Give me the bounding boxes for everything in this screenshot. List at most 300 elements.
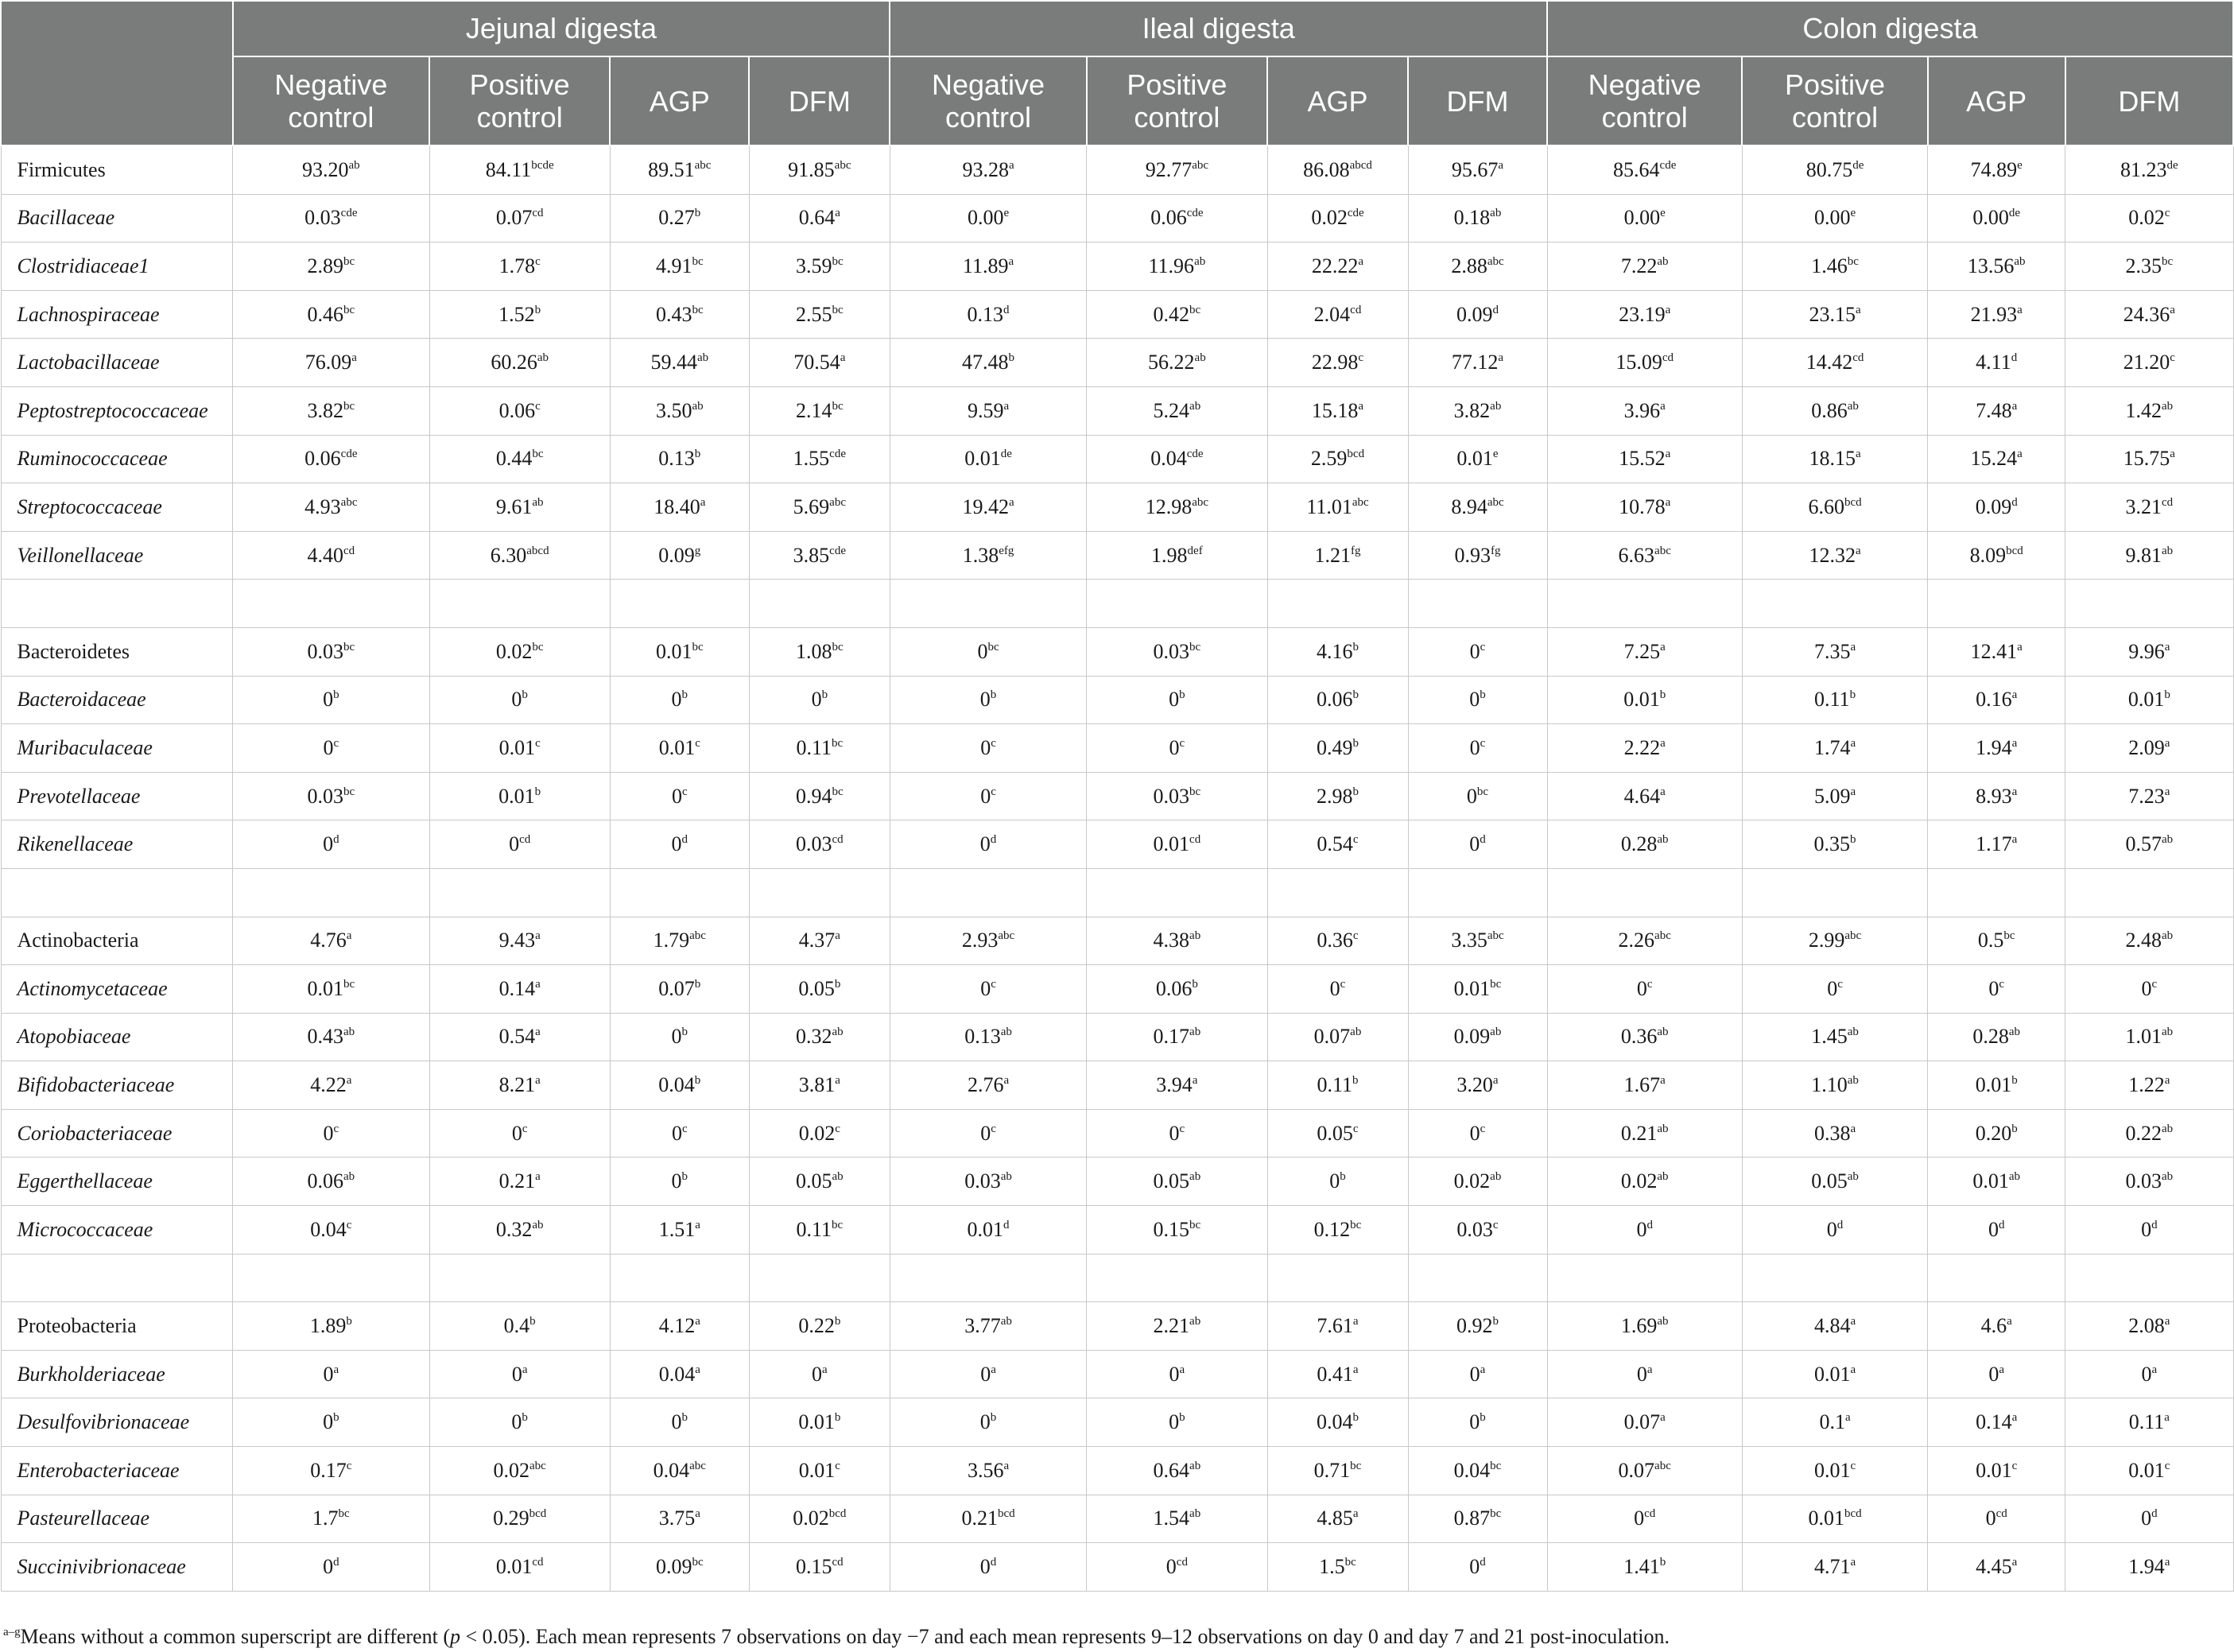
column-header: DFM <box>749 56 890 145</box>
cell-value: 0 <box>511 688 522 712</box>
cell-superscript: a <box>2011 1556 2018 1569</box>
cell-superscript: a <box>535 1074 541 1088</box>
cell-value: 1.79 <box>653 929 690 952</box>
cell-superscript: d <box>1480 1556 1486 1569</box>
cell-superscript: bc <box>832 399 844 413</box>
value-cell <box>2065 242 2233 291</box>
cell-value: 0.43 <box>307 1025 343 1049</box>
value-cell <box>1742 627 1927 676</box>
value-cell <box>233 965 429 1014</box>
table-row <box>1 483 2233 532</box>
value-cell <box>1547 386 1742 435</box>
value-cell <box>890 917 1086 965</box>
value-cell <box>1087 676 1267 724</box>
value-cell <box>610 1447 749 1495</box>
cell-value: 0.86 <box>1811 398 1848 422</box>
cell-superscript: b <box>681 1026 688 1039</box>
taxon-name: Lachnospiraceae <box>1 290 233 339</box>
cell-superscript: c <box>835 1122 840 1135</box>
column-header: DFM <box>1408 56 1547 145</box>
value-cell <box>1267 339 1408 387</box>
value-cell <box>429 1495 610 1543</box>
cell-value: 0.06 <box>1150 206 1187 230</box>
cell-superscript: d <box>1003 303 1010 316</box>
cell-superscript: a <box>522 1363 528 1376</box>
cell-value: 8.09 <box>1969 543 2007 567</box>
cell-superscript: d <box>2151 1218 2158 1231</box>
cell-value: 0 <box>979 1555 991 1579</box>
cell-superscript: bc <box>832 640 844 653</box>
value-cell <box>749 1158 890 1206</box>
empty-cell <box>890 580 1086 628</box>
cell-value: 0 <box>323 832 334 856</box>
cell-value: 7.23 <box>2128 784 2165 808</box>
value-cell <box>1547 965 1742 1014</box>
cell-value: 0.01 <box>1975 1073 2012 1097</box>
cell-superscript: a <box>1179 1363 1185 1376</box>
table-row <box>1 917 2233 965</box>
value-cell <box>233 145 429 194</box>
empty-cell <box>1928 580 2065 628</box>
value-cell <box>610 627 749 676</box>
cell-superscript: a <box>695 1507 700 1521</box>
cell-superscript: g <box>694 544 701 557</box>
cell-superscript: abc <box>689 929 706 943</box>
value-cell <box>1267 1109 1408 1158</box>
value-cell <box>890 1350 1086 1398</box>
value-cell <box>233 1013 429 1061</box>
cell-superscript: a <box>1850 1122 1856 1135</box>
cell-value: 0.05 <box>1811 1169 1848 1193</box>
cell-superscript: a <box>2164 736 2170 750</box>
cell-superscript: c <box>835 1459 840 1472</box>
cell-value: 9.61 <box>495 494 533 518</box>
value-cell <box>1928 724 2065 773</box>
cell-value: 0 <box>1988 976 1999 1000</box>
cell-value: 0.06 <box>304 447 341 471</box>
spacer-row <box>1 1254 2233 1302</box>
taxon-name: Prevotellaceae <box>1 772 233 820</box>
cell-value: 1.41 <box>1623 1555 1660 1579</box>
value-cell <box>1547 1447 1742 1495</box>
value-cell <box>890 1302 1086 1351</box>
cell-superscript: c <box>535 399 541 413</box>
value-cell <box>1087 1109 1267 1158</box>
value-cell <box>233 483 429 532</box>
table-row <box>1 772 2233 820</box>
value-cell <box>1928 290 2065 339</box>
cell-value: 2.48 <box>2125 929 2162 952</box>
cell-superscript: a <box>695 1315 700 1328</box>
value-cell <box>429 724 610 773</box>
cell-superscript: bc <box>532 640 544 653</box>
cell-value: 2.14 <box>795 398 832 422</box>
value-cell <box>610 242 749 291</box>
cell-superscript: c <box>346 1218 352 1231</box>
value-cell <box>2065 1206 2233 1255</box>
value-cell <box>1087 1206 1267 1255</box>
value-cell <box>429 1158 610 1206</box>
cell-superscript: b <box>1179 1411 1185 1425</box>
cell-superscript: a <box>1480 1363 1486 1376</box>
cell-value: 0.02 <box>793 1507 829 1530</box>
cell-value: 4.45 <box>1976 1555 2012 1579</box>
cell-superscript: bc <box>692 1556 704 1569</box>
value-cell <box>233 724 429 773</box>
cell-value: 0.54 <box>498 1025 536 1049</box>
cell-superscript: b <box>1850 833 1856 847</box>
cell-superscript: cd <box>1176 1556 1188 1569</box>
cell-value: 84.11 <box>485 157 532 181</box>
value-cell <box>749 290 890 339</box>
value-cell <box>1408 339 1547 387</box>
value-cell <box>1267 965 1408 1014</box>
cell-value: 4.91 <box>655 254 692 277</box>
cell-superscript: abc <box>694 158 712 172</box>
value-cell <box>1547 290 1742 339</box>
footnote-superscript: a–g <box>3 1626 21 1638</box>
value-cell <box>1547 145 1742 194</box>
empty-cell <box>233 868 429 917</box>
cell-value: 0.03 <box>1153 639 1190 663</box>
cell-superscript: b <box>346 1315 352 1328</box>
cell-value: 0.35 <box>1813 832 1851 856</box>
cell-superscript: abc <box>1487 929 1504 943</box>
value-cell <box>429 290 610 339</box>
cell-superscript: b <box>1008 351 1015 365</box>
cell-superscript: bc <box>832 303 844 316</box>
value-cell <box>233 1109 429 1158</box>
value-cell <box>1267 1061 1408 1110</box>
cell-superscript: b <box>529 1315 536 1328</box>
cell-superscript: a <box>1665 303 1671 316</box>
value-cell <box>1547 242 1742 291</box>
cell-value: 4.71 <box>1813 1555 1851 1579</box>
value-cell <box>749 1350 890 1398</box>
value-cell <box>749 194 890 242</box>
table-row <box>1 820 2233 869</box>
cell-value: 19.42 <box>962 494 1009 518</box>
value-cell <box>1547 1302 1742 1351</box>
cell-value: 0 <box>1469 688 1480 712</box>
taxon-name: Burkholderiaceae <box>1 1350 233 1398</box>
value-cell <box>429 1447 610 1495</box>
cell-value: 0 <box>980 1121 991 1145</box>
cell-superscript: c <box>1480 736 1486 750</box>
cell-value: 4.16 <box>1317 639 1353 663</box>
cell-superscript: de <box>2008 207 2021 220</box>
cell-superscript: bc <box>343 254 355 268</box>
cell-value: 11.89 <box>962 254 1009 277</box>
cell-superscript: d <box>1003 1218 1010 1231</box>
value-cell <box>1547 339 1742 387</box>
empty-cell <box>1547 1254 1742 1302</box>
cell-value: 0.01 <box>307 976 343 1000</box>
value-cell <box>1087 1447 1267 1495</box>
cell-superscript: abc <box>689 1459 706 1472</box>
cell-value: 0.11 <box>1814 688 1850 712</box>
value-cell <box>890 676 1086 724</box>
cell-superscript: a <box>1850 785 1856 798</box>
cell-value: 1.22 <box>2128 1073 2165 1097</box>
value-cell <box>1928 917 2065 965</box>
cell-superscript: bc <box>1490 977 1502 991</box>
value-cell <box>1547 724 1742 773</box>
cell-superscript: cd <box>2162 495 2174 509</box>
cell-superscript: abc <box>529 1459 546 1472</box>
cell-superscript: a <box>2170 303 2175 316</box>
value-cell <box>233 917 429 965</box>
value-cell <box>1742 242 1927 291</box>
value-cell <box>429 1109 610 1158</box>
taxon-name: Bacillaceae <box>1 194 233 242</box>
table-row <box>1 965 2233 1014</box>
cell-superscript: e <box>1660 207 1666 220</box>
value-cell <box>1267 435 1408 483</box>
value-cell <box>1408 435 1547 483</box>
cell-value: 0.04 <box>658 1073 695 1097</box>
value-cell <box>1928 1109 2065 1158</box>
value-cell <box>749 917 890 965</box>
cell-value: 0 <box>671 1169 682 1193</box>
cell-value: 0 <box>979 688 991 712</box>
cell-superscript: d <box>2151 1507 2158 1521</box>
cell-superscript: ab <box>1189 929 1201 943</box>
cell-superscript: bc <box>532 448 544 461</box>
cell-value: 0 <box>323 1410 334 1434</box>
cell-value: 9.81 <box>2125 543 2162 567</box>
cell-superscript: cd <box>532 207 544 220</box>
table-row <box>1 1350 2233 1398</box>
cell-value: 10.78 <box>1619 494 1666 518</box>
cell-superscript: def <box>1187 544 1203 557</box>
cell-superscript: b <box>1492 1315 1499 1328</box>
empty-cell <box>1267 868 1408 917</box>
cell-superscript: fg <box>1491 544 1501 557</box>
empty-cell <box>2065 868 2233 917</box>
cell-superscript: c <box>346 1459 352 1472</box>
empty-cell <box>233 580 429 628</box>
spacer-row <box>1 580 2233 628</box>
cell-superscript: ab <box>1000 1170 1012 1184</box>
taxon-name: Enterobacteriaceae <box>1 1447 233 1495</box>
value-cell <box>1928 1398 2065 1447</box>
cell-superscript: c <box>2011 1459 2018 1472</box>
cell-value: 0.09 <box>658 543 695 567</box>
cell-value: 7.48 <box>1976 398 2012 422</box>
empty-cell <box>1087 1254 1267 1302</box>
cell-value: 0.01 <box>798 1458 836 1482</box>
cell-value: 0 <box>2141 976 2152 1000</box>
value-cell <box>749 1206 890 1255</box>
cell-value: 1.7 <box>312 1507 339 1530</box>
value-cell <box>1547 1350 1742 1398</box>
cell-value: 3.35 <box>1451 929 1487 952</box>
cell-value: 0 <box>980 735 991 759</box>
value-cell <box>1408 194 1547 242</box>
cell-superscript: c <box>333 736 339 750</box>
cell-superscript: b <box>522 1411 528 1425</box>
cell-superscript: ab <box>1189 1507 1201 1521</box>
value-cell <box>2065 1350 2233 1398</box>
cell-superscript: c <box>991 785 996 798</box>
cell-superscript: abc <box>1192 495 1209 509</box>
cell-superscript: b <box>1179 688 1185 702</box>
cell-value: 0 <box>1469 639 1480 663</box>
cell-superscript: b <box>1480 1411 1486 1425</box>
cell-superscript: a <box>2164 1074 2170 1088</box>
value-cell <box>429 531 610 580</box>
cell-value: 0.01 <box>1972 1169 2009 1193</box>
value-cell <box>429 1350 610 1398</box>
cell-superscript: a <box>2164 1556 2170 1569</box>
cell-superscript: abc <box>1487 254 1504 268</box>
cell-superscript: ab <box>2162 544 2174 557</box>
cell-value: 4.6 <box>1980 1314 2007 1338</box>
value-cell <box>1928 1206 2065 1255</box>
value-cell <box>749 1447 890 1495</box>
value-cell <box>1408 676 1547 724</box>
cell-value: 0.09 <box>1975 494 2012 518</box>
cell-value: 0.11 <box>2128 1410 2165 1434</box>
cell-superscript: a <box>1492 1074 1499 1088</box>
value-cell <box>610 483 749 532</box>
value-cell <box>429 820 610 869</box>
cell-superscript: bc <box>343 977 355 991</box>
cell-value: 0.15 <box>1153 1217 1190 1241</box>
cell-superscript: a <box>1352 1315 1359 1328</box>
value-cell <box>1928 1495 2065 1543</box>
cell-superscript: a <box>1850 1315 1856 1328</box>
cell-value: 0.21 <box>961 1507 998 1530</box>
table-row <box>1 627 2233 676</box>
column-header: Negative control <box>890 56 1086 145</box>
value-cell <box>749 676 890 724</box>
cell-superscript: d <box>1998 1218 2005 1231</box>
cell-value: 11.96 <box>1148 254 1195 277</box>
cell-value: 0.07 <box>1618 1458 1655 1482</box>
cell-value: 9.96 <box>2128 639 2165 663</box>
value-cell <box>429 194 610 242</box>
cell-superscript: de <box>1000 448 1012 461</box>
cell-superscript: ab <box>1194 254 1206 268</box>
cell-value: 0.29 <box>493 1507 529 1530</box>
cell-superscript: e <box>1003 207 1010 220</box>
cell-value: 9.43 <box>498 929 536 952</box>
cell-value: 0.04 <box>653 1458 690 1482</box>
cell-superscript: a <box>1850 1556 1856 1569</box>
cell-value: 0.03 <box>307 639 343 663</box>
value-cell <box>429 1206 610 1255</box>
cell-superscript: ab <box>2014 254 2026 268</box>
cell-value: 0 <box>1469 735 1480 759</box>
cell-value: 2.93 <box>961 929 999 952</box>
cell-value: 0.01 <box>798 1410 835 1434</box>
value-cell <box>1087 724 1267 773</box>
cell-value: 5.24 <box>1153 398 1190 422</box>
cell-superscript: bc <box>832 785 844 798</box>
cell-value: 0 <box>671 832 682 856</box>
cell-superscript: a <box>2011 1411 2018 1425</box>
empty-cell <box>749 580 890 628</box>
empty-cell <box>749 868 890 917</box>
value-cell <box>890 772 1086 820</box>
cell-superscript: ab <box>1189 1170 1201 1184</box>
cell-superscript: b <box>834 1411 841 1425</box>
value-cell <box>1087 1398 1267 1447</box>
value-cell <box>1408 1398 1547 1447</box>
cell-value: 0.64 <box>1153 1458 1190 1482</box>
cell-superscript: bc <box>2003 929 2015 943</box>
cell-superscript: b <box>821 688 828 702</box>
cell-superscript: b <box>333 688 339 702</box>
cell-value: 95.67 <box>1451 157 1499 181</box>
cell-superscript: b <box>1352 640 1359 653</box>
cell-value: 1.38 <box>962 543 999 567</box>
value-cell <box>2065 1013 2233 1061</box>
value-cell <box>1928 1013 2065 1061</box>
table-row <box>1 194 2233 242</box>
cell-superscript: b <box>1352 736 1359 750</box>
value-cell <box>429 965 610 1014</box>
value-cell <box>1742 820 1927 869</box>
value-cell <box>1087 1543 1267 1592</box>
cell-superscript: abc <box>1192 158 1209 172</box>
cell-superscript: ab <box>1490 1026 1502 1039</box>
cell-value: 0.03 <box>307 784 343 808</box>
cell-value: 0.02 <box>1453 1169 1491 1193</box>
value-cell <box>749 1398 890 1447</box>
value-cell <box>890 965 1086 1014</box>
cell-superscript: e <box>2017 158 2023 172</box>
value-cell <box>2065 145 2233 194</box>
taxon-name: Firmicutes <box>1 145 233 194</box>
cell-value: 0.71 <box>1313 1458 1351 1482</box>
cell-value: 0 <box>1169 735 1180 759</box>
cell-value: 47.48 <box>962 351 1009 374</box>
empty-cell <box>1087 580 1267 628</box>
value-cell <box>890 145 1086 194</box>
empty-cell <box>1547 580 1742 628</box>
cell-value: 2.88 <box>1451 254 1487 277</box>
cell-value: 0 <box>509 832 520 856</box>
cell-superscript: abcd <box>526 544 549 557</box>
group-header-row <box>1 1 2233 56</box>
value-cell <box>749 1061 890 1110</box>
value-cell <box>1087 194 1267 242</box>
cell-value: 7.22 <box>1620 254 1658 277</box>
cell-value: 3.82 <box>1453 398 1491 422</box>
cell-value: 0.03 <box>304 206 341 230</box>
value-cell <box>890 1447 1086 1495</box>
cell-value: 89.51 <box>648 157 695 181</box>
cell-superscript: ab <box>537 351 549 365</box>
cell-superscript: c <box>1480 1122 1486 1135</box>
empty-cell <box>1087 868 1267 917</box>
value-cell <box>610 917 749 965</box>
taxon-name: Proteobacteria <box>1 1302 233 1351</box>
cell-value: 0 <box>1988 1217 1999 1241</box>
cell-superscript: a <box>2164 1411 2170 1425</box>
value-cell <box>1408 1350 1547 1398</box>
cell-superscript: a <box>835 207 840 220</box>
taxon-name: Peptostreptococcaceae <box>1 386 233 435</box>
cell-value: 0.36 <box>1620 1025 1658 1049</box>
taxon-name: Succinivibrionaceae <box>1 1543 233 1592</box>
value-cell <box>1928 145 2065 194</box>
group-header-colon: Colon digesta <box>1547 1 2233 56</box>
value-cell <box>1547 1543 1742 1592</box>
